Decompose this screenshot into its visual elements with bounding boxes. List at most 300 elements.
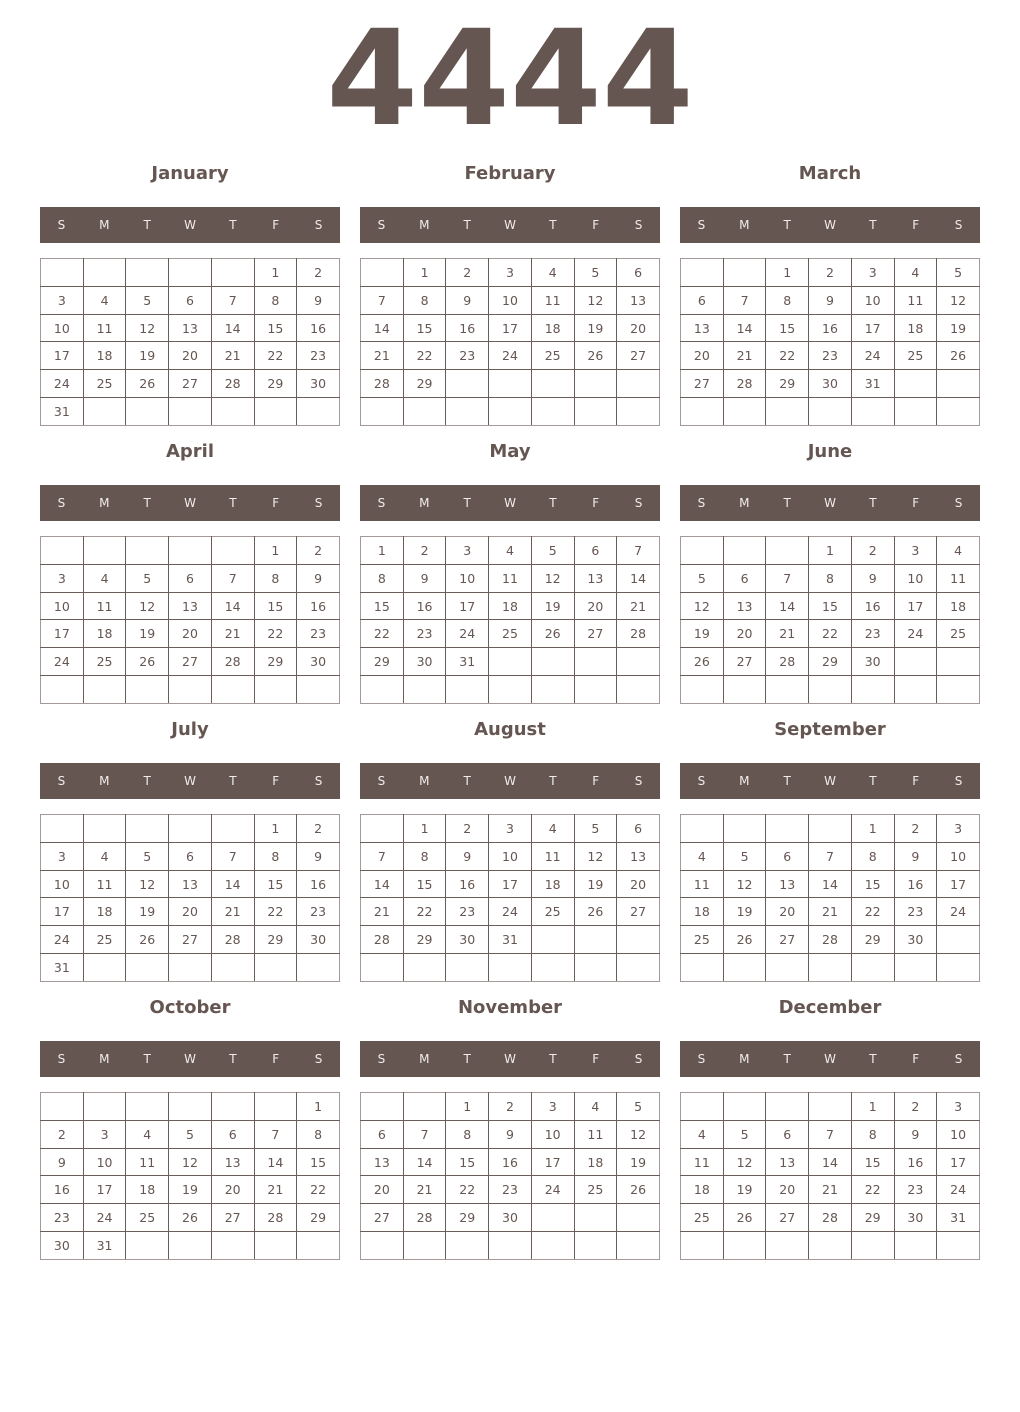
day-cell: 25 (83, 648, 126, 676)
day-cell: 14 (809, 1148, 852, 1176)
day-grid (40, 1092, 340, 1260)
weekday-label: S (377, 496, 386, 510)
week-row (41, 1148, 340, 1176)
week-row (361, 870, 660, 898)
month-title: December (778, 997, 882, 1018)
day-cell (83, 676, 126, 704)
week-row (681, 1204, 980, 1232)
day-cell (766, 815, 809, 843)
week-row (41, 564, 340, 592)
day-cell: 9 (297, 564, 340, 592)
week-row (41, 259, 340, 287)
week-row (361, 954, 660, 982)
day-cell: 19 (937, 314, 980, 342)
day-cell: 28 (211, 648, 254, 676)
day-cell: 8 (254, 842, 297, 870)
day-cell: 19 (681, 620, 724, 648)
day-cell: 31 (851, 370, 894, 398)
day-cell (531, 676, 574, 704)
day-cell (361, 954, 404, 982)
day-cell: 13 (211, 1148, 254, 1176)
day-cell: 26 (723, 926, 766, 954)
week-row (41, 648, 340, 676)
day-cell: 5 (937, 259, 980, 287)
day-cell: 28 (361, 370, 404, 398)
day-cell: 27 (766, 1204, 809, 1232)
day-cell: 6 (681, 286, 724, 314)
day-cell: 14 (361, 314, 404, 342)
day-cell (169, 1232, 212, 1260)
day-cell: 11 (489, 564, 532, 592)
day-cell: 22 (403, 342, 446, 370)
day-cell: 25 (83, 926, 126, 954)
weekday-label: S (954, 774, 963, 788)
day-cell: 19 (723, 1176, 766, 1204)
day-cell: 18 (937, 592, 980, 620)
day-cell (254, 398, 297, 426)
day-cell: 18 (531, 314, 574, 342)
day-cell: 21 (211, 342, 254, 370)
day-cell: 29 (851, 1204, 894, 1232)
week-row (41, 898, 340, 926)
day-cell: 20 (169, 620, 212, 648)
weekday-label: S (634, 496, 643, 510)
day-cell (574, 676, 617, 704)
day-cell: 7 (766, 564, 809, 592)
week-row (361, 1093, 660, 1121)
day-cell: 19 (126, 620, 169, 648)
day-cell: 6 (617, 815, 660, 843)
day-cell: 10 (83, 1148, 126, 1176)
day-cell: 2 (489, 1093, 532, 1121)
day-cell: 12 (574, 286, 617, 314)
day-cell: 17 (531, 1148, 574, 1176)
day-cell: 9 (851, 564, 894, 592)
day-cell: 11 (83, 870, 126, 898)
weekday-label: T (229, 218, 237, 232)
day-cell: 8 (403, 286, 446, 314)
day-cell: 15 (809, 592, 852, 620)
day-cell: 14 (723, 314, 766, 342)
weekday-label: T (143, 218, 151, 232)
day-cell: 8 (446, 1120, 489, 1148)
day-cell: 2 (894, 815, 937, 843)
day-cell: 20 (361, 1176, 404, 1204)
day-cell: 27 (169, 648, 212, 676)
day-cell (574, 954, 617, 982)
day-cell: 6 (617, 259, 660, 287)
weekday-label: W (184, 496, 196, 510)
day-cell: 3 (489, 259, 532, 287)
week-row (361, 926, 660, 954)
day-cell (489, 370, 532, 398)
weekday-label: T (463, 1052, 471, 1066)
day-cell (361, 1232, 404, 1260)
day-cell (169, 1093, 212, 1121)
day-cell: 21 (361, 342, 404, 370)
day-cell: 25 (937, 620, 980, 648)
weekday-label: W (504, 1052, 516, 1066)
day-cell: 30 (894, 1204, 937, 1232)
day-cell: 14 (211, 592, 254, 620)
day-cell: 9 (894, 842, 937, 870)
weekday-label: S (314, 774, 323, 788)
day-cell: 21 (766, 620, 809, 648)
day-cell (211, 398, 254, 426)
weekday-label: S (954, 496, 963, 510)
month-title: June (807, 441, 853, 462)
day-cell: 15 (361, 592, 404, 620)
week-row (681, 592, 980, 620)
day-cell: 26 (937, 342, 980, 370)
weekday-label: T (463, 218, 471, 232)
day-cell: 21 (809, 898, 852, 926)
day-cell: 28 (361, 926, 404, 954)
day-cell: 5 (574, 259, 617, 287)
day-cell (403, 1093, 446, 1121)
weekday-label: W (824, 218, 836, 232)
day-cell: 30 (297, 926, 340, 954)
day-cell (937, 370, 980, 398)
week-row (361, 398, 660, 426)
day-cell: 1 (766, 259, 809, 287)
week-row (41, 870, 340, 898)
day-cell (446, 1232, 489, 1260)
weekday-label: S (314, 1052, 323, 1066)
day-cell: 7 (361, 286, 404, 314)
day-cell: 4 (83, 286, 126, 314)
weekday-header (680, 1041, 980, 1077)
day-cell (681, 398, 724, 426)
weekday-label: M (739, 496, 750, 510)
weekday-label: T (143, 774, 151, 788)
day-cell (211, 1093, 254, 1121)
day-cell (894, 954, 937, 982)
day-cell (446, 676, 489, 704)
weekday-label: S (697, 218, 706, 232)
week-row (361, 286, 660, 314)
week-row (361, 676, 660, 704)
week-row (41, 342, 340, 370)
day-cell: 25 (681, 1204, 724, 1232)
day-cell: 2 (41, 1120, 84, 1148)
day-cell: 12 (723, 870, 766, 898)
weekday-label: W (504, 774, 516, 788)
day-cell: 24 (851, 342, 894, 370)
day-cell: 16 (297, 870, 340, 898)
day-cell: 17 (937, 1148, 980, 1176)
day-cell: 29 (254, 926, 297, 954)
day-cell: 29 (297, 1204, 340, 1232)
week-row (361, 842, 660, 870)
day-cell (723, 954, 766, 982)
day-cell: 19 (126, 898, 169, 926)
day-cell: 7 (254, 1120, 297, 1148)
weekday-label: W (504, 496, 516, 510)
weekday-label: M (739, 1052, 750, 1066)
week-row (361, 815, 660, 843)
day-cell: 31 (83, 1232, 126, 1260)
day-cell: 18 (83, 620, 126, 648)
day-grid (40, 258, 340, 426)
weekday-header (40, 207, 340, 243)
day-cell: 5 (617, 1093, 660, 1121)
day-cell: 23 (41, 1204, 84, 1232)
day-cell: 8 (361, 564, 404, 592)
week-row (361, 564, 660, 592)
week-row (41, 1093, 340, 1121)
day-cell: 6 (723, 564, 766, 592)
week-row (681, 620, 980, 648)
day-cell (937, 676, 980, 704)
day-cell (617, 370, 660, 398)
day-cell: 10 (41, 870, 84, 898)
day-cell: 18 (681, 898, 724, 926)
day-cell: 24 (41, 370, 84, 398)
day-cell: 23 (809, 342, 852, 370)
day-cell: 4 (574, 1093, 617, 1121)
day-cell: 19 (617, 1148, 660, 1176)
day-cell (211, 954, 254, 982)
weekday-label: F (592, 1052, 600, 1066)
day-cell: 4 (894, 259, 937, 287)
weekday-label: S (634, 774, 643, 788)
day-cell (723, 398, 766, 426)
day-cell: 14 (211, 870, 254, 898)
day-cell (617, 926, 660, 954)
day-cell: 30 (894, 926, 937, 954)
day-cell: 12 (937, 286, 980, 314)
weekday-label: T (869, 1052, 877, 1066)
day-cell: 5 (169, 1120, 212, 1148)
day-cell: 16 (297, 592, 340, 620)
day-cell: 20 (766, 1176, 809, 1204)
day-cell: 9 (297, 286, 340, 314)
day-cell (489, 1232, 532, 1260)
day-cell: 10 (41, 592, 84, 620)
day-cell: 23 (851, 620, 894, 648)
weekday-label: M (99, 496, 110, 510)
week-row (681, 564, 980, 592)
day-cell: 22 (297, 1176, 340, 1204)
weekday-label: M (99, 774, 110, 788)
day-cell: 5 (723, 1120, 766, 1148)
day-cell (254, 954, 297, 982)
weekday-label: M (739, 218, 750, 232)
day-cell (169, 954, 212, 982)
day-cell: 2 (894, 1093, 937, 1121)
day-cell: 29 (809, 648, 852, 676)
day-cell: 6 (361, 1120, 404, 1148)
day-cell (723, 537, 766, 565)
day-cell: 18 (531, 870, 574, 898)
weekday-label: M (419, 774, 430, 788)
day-cell (574, 926, 617, 954)
day-cell: 25 (531, 898, 574, 926)
day-cell: 1 (361, 537, 404, 565)
day-grid (680, 258, 980, 426)
day-cell: 28 (723, 370, 766, 398)
day-grid (40, 814, 340, 982)
day-cell: 7 (809, 842, 852, 870)
weekday-label: T (549, 218, 557, 232)
day-cell: 21 (211, 620, 254, 648)
day-cell (766, 537, 809, 565)
day-cell: 4 (489, 537, 532, 565)
day-cell: 31 (489, 926, 532, 954)
day-cell: 2 (403, 537, 446, 565)
day-cell (83, 954, 126, 982)
day-cell: 23 (446, 342, 489, 370)
day-cell: 2 (851, 537, 894, 565)
day-cell (937, 1232, 980, 1260)
weekday-header (680, 763, 980, 799)
day-cell (489, 648, 532, 676)
day-cell (41, 676, 84, 704)
weekday-label: S (377, 774, 386, 788)
month-title: May (489, 441, 531, 462)
day-cell: 21 (617, 592, 660, 620)
day-cell: 18 (894, 314, 937, 342)
weekday-label: S (57, 496, 66, 510)
day-cell: 6 (766, 842, 809, 870)
week-row (361, 648, 660, 676)
day-cell: 19 (531, 592, 574, 620)
weekday-label: W (824, 774, 836, 788)
day-cell: 14 (211, 314, 254, 342)
week-row (681, 314, 980, 342)
day-cell (361, 815, 404, 843)
day-cell: 7 (361, 842, 404, 870)
day-cell: 16 (297, 314, 340, 342)
week-row (361, 898, 660, 926)
weekday-label: S (377, 218, 386, 232)
day-cell: 2 (446, 815, 489, 843)
day-cell: 12 (681, 592, 724, 620)
day-cell (851, 398, 894, 426)
day-cell: 25 (531, 342, 574, 370)
weekday-label: T (549, 774, 557, 788)
day-cell: 26 (169, 1204, 212, 1232)
day-cell (809, 676, 852, 704)
weekday-label: S (314, 496, 323, 510)
day-cell (531, 1232, 574, 1260)
day-cell: 5 (531, 537, 574, 565)
day-cell: 3 (851, 259, 894, 287)
day-cell: 26 (126, 926, 169, 954)
day-cell: 9 (809, 286, 852, 314)
week-row (681, 537, 980, 565)
day-cell: 26 (126, 648, 169, 676)
day-cell: 24 (41, 926, 84, 954)
week-row (361, 1176, 660, 1204)
day-cell: 30 (851, 648, 894, 676)
day-cell (681, 259, 724, 287)
day-cell: 15 (254, 592, 297, 620)
weekday-header (40, 763, 340, 799)
day-cell: 23 (297, 342, 340, 370)
day-cell: 14 (766, 592, 809, 620)
day-cell (126, 398, 169, 426)
day-cell (574, 1232, 617, 1260)
day-cell (126, 259, 169, 287)
day-cell: 10 (851, 286, 894, 314)
weekday-label: F (272, 1052, 280, 1066)
day-cell: 28 (254, 1204, 297, 1232)
day-cell: 30 (489, 1204, 532, 1232)
weekday-label: T (869, 774, 877, 788)
day-cell (681, 537, 724, 565)
month-title: August (474, 719, 546, 740)
day-cell: 8 (766, 286, 809, 314)
day-cell: 24 (41, 648, 84, 676)
day-cell: 1 (254, 259, 297, 287)
weekday-label: W (824, 1052, 836, 1066)
week-row (681, 676, 980, 704)
week-row (41, 537, 340, 565)
day-cell: 1 (403, 815, 446, 843)
day-cell: 31 (41, 954, 84, 982)
day-cell: 20 (681, 342, 724, 370)
day-cell: 20 (617, 314, 660, 342)
weekday-label: F (912, 218, 920, 232)
day-cell: 2 (297, 259, 340, 287)
year-title: 4444 (326, 2, 694, 156)
day-cell (211, 815, 254, 843)
weekday-label: T (549, 1052, 557, 1066)
week-row (41, 926, 340, 954)
day-cell (297, 398, 340, 426)
day-cell: 16 (41, 1176, 84, 1204)
day-cell: 2 (297, 537, 340, 565)
day-cell (531, 954, 574, 982)
week-row (681, 954, 980, 982)
week-row (681, 815, 980, 843)
day-cell: 11 (531, 842, 574, 870)
day-grid (680, 814, 980, 982)
day-cell: 9 (446, 286, 489, 314)
day-cell (617, 676, 660, 704)
day-cell: 24 (531, 1176, 574, 1204)
day-cell: 31 (41, 398, 84, 426)
day-cell: 8 (297, 1120, 340, 1148)
weekday-label: M (419, 218, 430, 232)
day-cell: 11 (681, 1148, 724, 1176)
weekday-label: S (314, 218, 323, 232)
day-cell: 10 (489, 286, 532, 314)
day-cell: 19 (723, 898, 766, 926)
day-cell: 9 (446, 842, 489, 870)
weekday-label: W (184, 774, 196, 788)
day-cell (361, 398, 404, 426)
day-cell: 15 (403, 870, 446, 898)
day-cell: 22 (851, 1176, 894, 1204)
day-cell (41, 1093, 84, 1121)
day-cell: 20 (574, 592, 617, 620)
day-cell: 3 (937, 815, 980, 843)
week-row (681, 870, 980, 898)
day-cell: 30 (446, 926, 489, 954)
day-cell: 4 (83, 842, 126, 870)
day-grid (680, 536, 980, 704)
day-cell: 14 (361, 870, 404, 898)
day-cell: 10 (446, 564, 489, 592)
day-cell: 29 (403, 370, 446, 398)
week-row (41, 1232, 340, 1260)
day-cell: 5 (126, 564, 169, 592)
weekday-label: F (912, 496, 920, 510)
weekday-label: T (549, 496, 557, 510)
